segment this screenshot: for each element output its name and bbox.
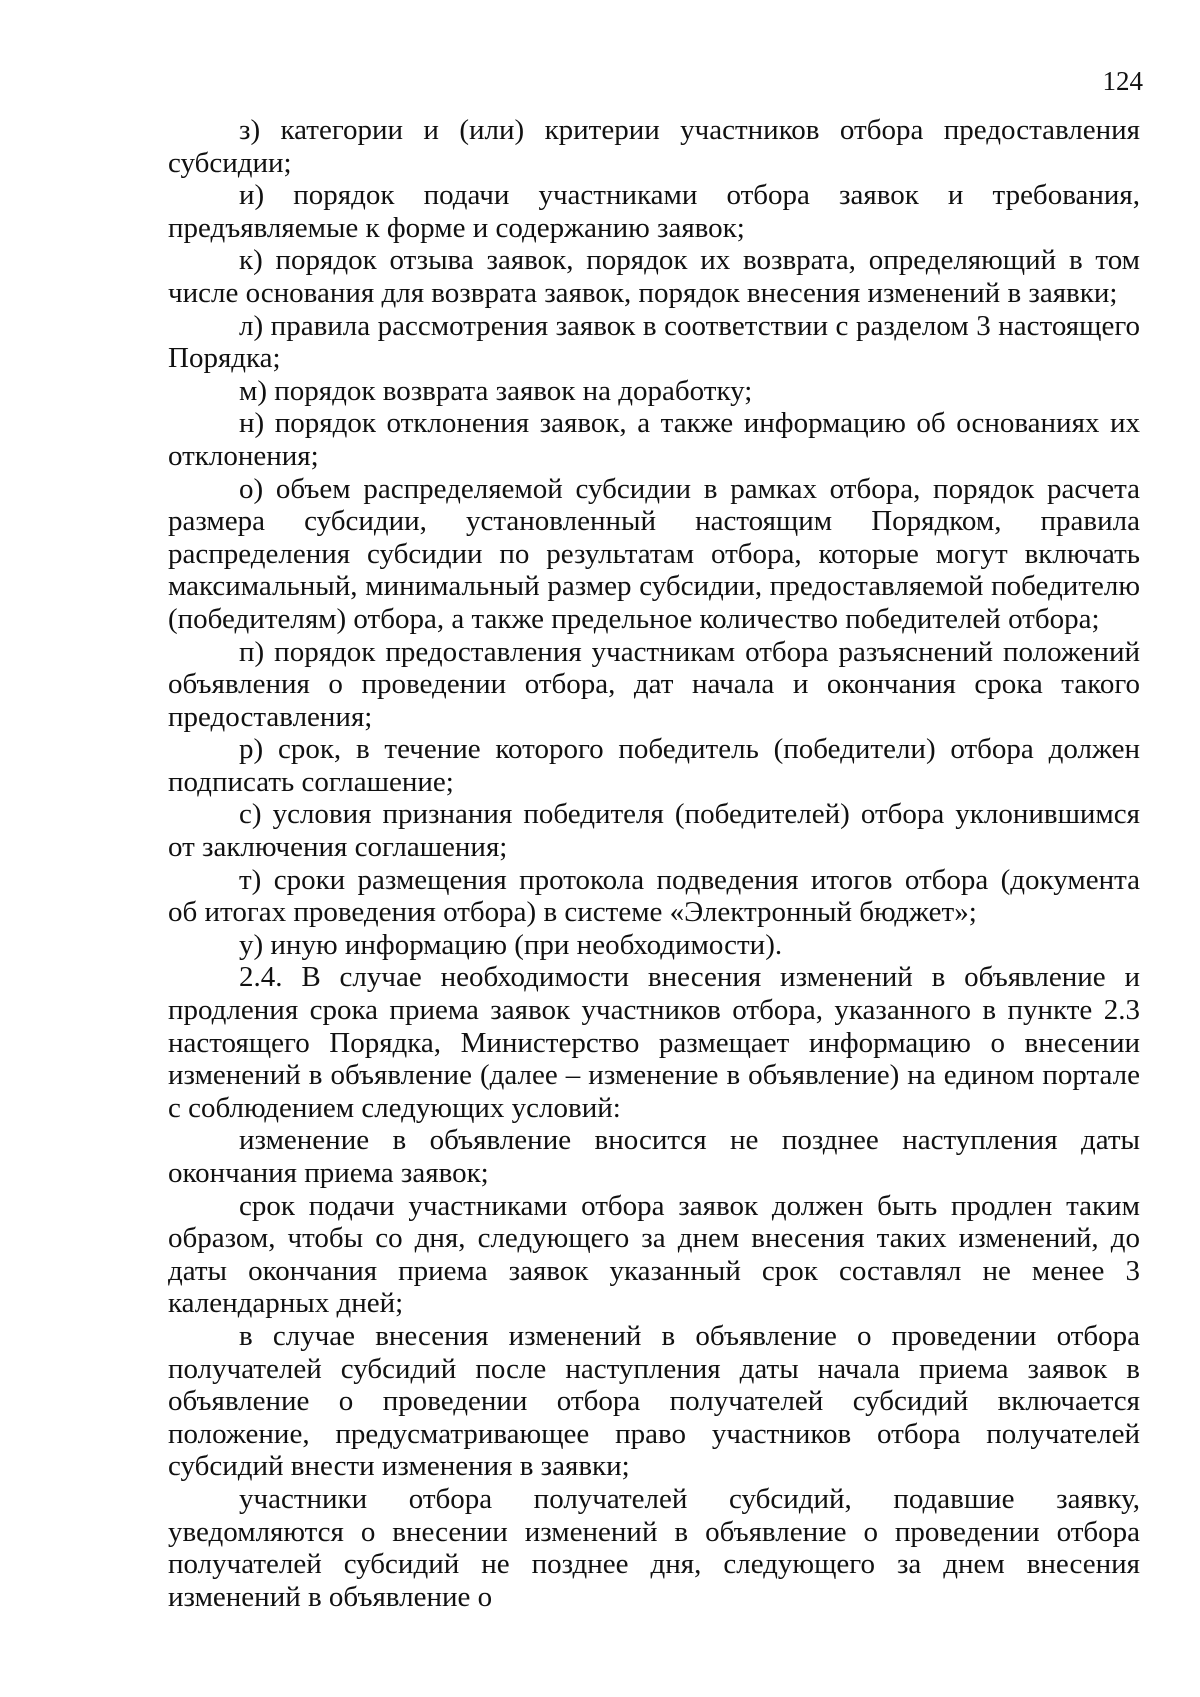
paragraph-k: к) порядок отзыва заявок, порядок их возврата, определяющий в том числе основания для возврата заявок, порядок внесения изменений в заявки; [168, 244, 1140, 309]
paragraph-p: п) порядок предоставления участникам отбора разъяснений положений объявления о проведении отбора, дат начала и окончания срока такого предоставления; [168, 635, 1140, 733]
paragraph-condition-4: участники отбора получателей субсидий, подавшие заявку, уведомляются о внесении изменений в объявление о проведении отбора получателей субсидий не позднее дня, следующего за днем внесения изменений в объявление о [168, 1482, 1140, 1613]
paragraph-z: з) категории и (или) критерии участников отбора предоставления субсидии; [168, 114, 1140, 179]
paragraph-i: и) порядок подачи участниками отбора заявок и требования, предъявляемые к форме и содержанию заявок; [168, 179, 1140, 244]
paragraph-r: р) срок, в течение которого победитель (победители) отбора должен подписать соглашение; [168, 733, 1140, 798]
paragraph-l: л) правила рассмотрения заявок в соответствии с разделом 3 настоящего Порядка; [168, 309, 1140, 375]
paragraph-n: н) порядок отклонения заявок, а также информацию об основаниях их отклонения; [168, 407, 1140, 472]
paragraph-condition-2: срок подачи участниками отбора заявок должен быть продлен таким образом, чтобы со дня, следующего за днем внесения таких изменений, до даты окончания приема заявок указанный срок составлял не менее 3 календарных дней; [168, 1189, 1140, 1320]
paragraph-o: о) объем распределяемой субсидии в рамках отбора, порядок расчета размера субсидии, установленный настоящим Порядком, правила распределения субсидии по результатам отбора, которые могут включать максимальный, минимальный размер субсидии, предоставляемой победителю (победителям) отбора, а также предельное количество победителей отбора; [168, 472, 1140, 635]
paragraph-m: м) порядок возврата заявок на доработку; [239, 374, 753, 407]
paragraph-u: у) иную информацию (при необходимости). [239, 928, 783, 961]
paragraph-condition-1: изменение в объявление вносится не позднее наступления даты окончания приема заявок; [168, 1124, 1140, 1189]
paragraph-s: с) условия признания победителя (победителей) отбора уклонившимся от заключения соглашения; [168, 798, 1140, 864]
paragraph-condition-3: в случае внесения изменений в объявление о проведении отбора получателей субсидий после наступления даты начала приема заявок в объявление о проведении отбора получателей субсидий включается положение, предусматривающее право участников отбора получателей субсидий внести изменения в заявки; [168, 1319, 1140, 1483]
paragraph-2-4: 2.4. В случае необходимости внесения изменений в объявление и продления срока приема заявок участников отбора, указанного в пункте 2.3 настоящего Порядка, Министерство размещает информацию о внесении изменений в объявление (далее – изменение в объявление) на едином портале с соблюдением следующих условий: [168, 961, 1140, 1124]
page-number: 124 [1102, 66, 1143, 96]
paragraph-t: т) сроки размещения протокола подведения итогов отбора (документа об итогах проведения отбора) в системе «Электронный бюджет»; [168, 863, 1140, 929]
document-body [168, 114, 1140, 1613]
